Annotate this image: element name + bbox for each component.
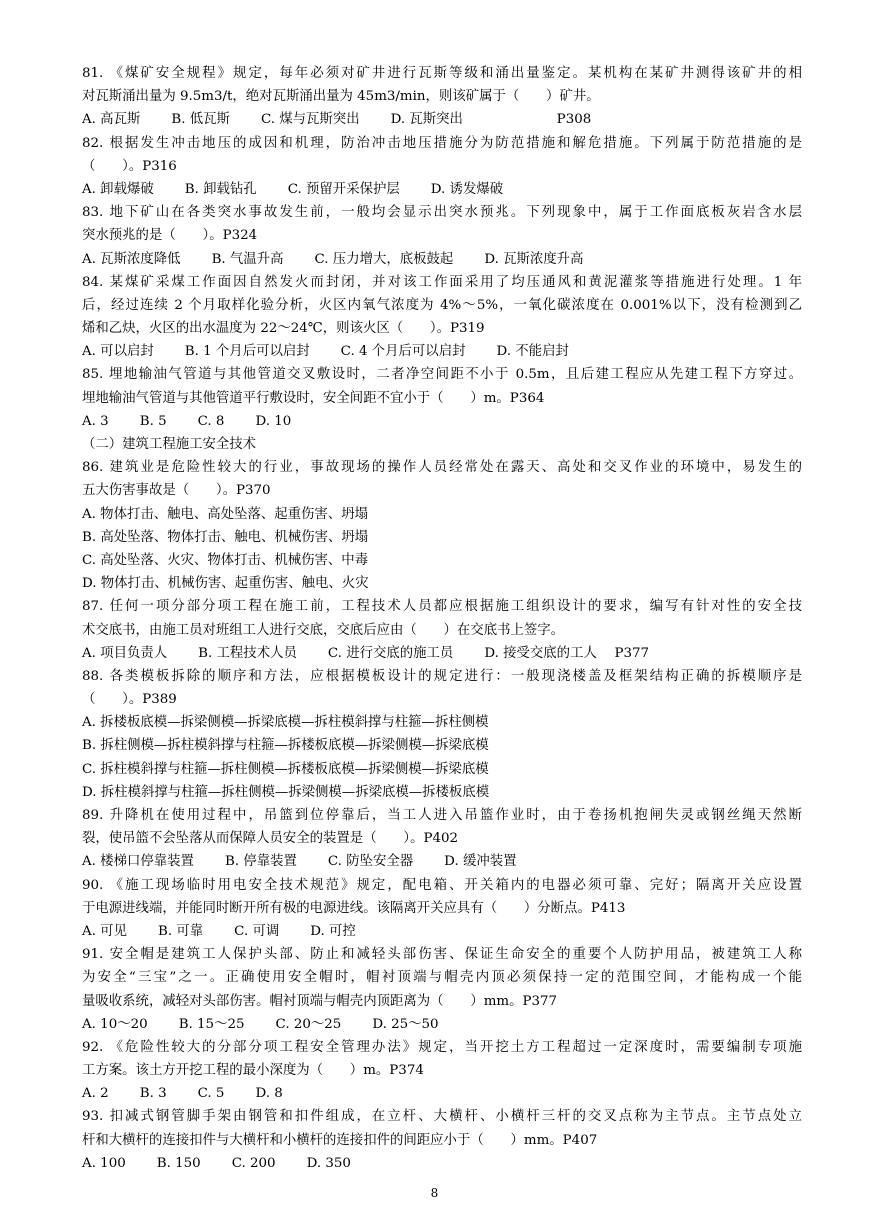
text-line: （二）建筑工程施工安全技术 — [82, 437, 257, 452]
text-line: 89. 升降机在使用过程中，吊篮到位停靠后，当工人进入吊篮作业时，由于卷扬机抱闸失灵或钢丝绳天然断 — [82, 808, 802, 823]
text-line: 为安全“三宝”之一。正确使用安全帽时，帽衬顶端与帽壳内顶必须保持一定的范围空间，才能构成一个能 — [82, 970, 802, 986]
text-line: A. 楼梯口停靠装置 B. 停靠装置 C. 防坠安全器 D. 缓冲装置 — [82, 854, 517, 870]
text-line: A. 10～20 B. 15～25 C. 20～25 D. 25～50 — [82, 1016, 439, 1032]
text-line: A. 卸载爆破 B. 卸载钻孔 C. 预留开采保护层 D. 诱发爆破 — [82, 181, 504, 197]
text-line: （ ）。P316 — [82, 158, 177, 174]
text-line: A. 可以启封 B. 1 个月后可以启封 C. 4 个月后可以启封 D. 不能启封 — [82, 344, 569, 360]
page-number: 8 — [430, 1186, 439, 1200]
text-line: A. 2 B. 3 C. 5 D. 8 — [82, 1086, 283, 1102]
text-line: 对瓦斯涌出量为 9.5m3/t，绝对瓦斯涌出量为 45m3/min，则该矿属于（ ）矿井。 — [82, 89, 600, 105]
text-line: （ ）。P389 — [82, 692, 177, 708]
text-line: 90. 《施工现场临时用电安全技术规范》规定，配电箱、开关箱内的电器必须可靠、完好；隔离开关应设置 — [82, 877, 802, 893]
text-line: 84. 某煤矿采煤工作面因自然发火而封闭，并对该工作面采用了均压通风和黄泥灌浆等措施进行处理。1 年 — [82, 274, 802, 290]
text-line: 五大伤害事故是（ ）。P370 — [82, 483, 271, 499]
text-line: A. 项目负责人 B. 工程技术人员 C. 进行交底的施工员 D. 接受交底的工人 P377 — [82, 645, 650, 661]
text-line: 82. 根据发生冲击地压的成因和机理，防治冲击地压措施分为防范措施和解危措施。下列属于防范措施的是 — [82, 135, 802, 151]
question-list — [82, 62, 802, 1175]
text-line: 后，经过连续 2 个月取样化验分析，火区内氧气浓度为 4%～5%，一氧化碳浓度在 0.001%以下，没有检测到乙 — [82, 297, 802, 313]
text-line: 93. 扣减式钢管脚手架由钢管和扣件组成，在立杆、大横杆、小横杆三杆的交叉点称为主节点。主节点处立 — [82, 1109, 802, 1125]
text-line: A. 瓦斯浓度降低 B. 气温升高 C. 压力增大，底板鼓起 D. 瓦斯浓度升高 — [82, 251, 584, 267]
text-line: 术交底书，由施工员对班组工人进行交底，交底后应由（ ）在交底书上签字。 — [82, 622, 565, 638]
text-line: 85. 埋地输油气管道与其他管道交叉敷设时，二者净空间距不小于 0.5m，且后建工程应从先建工程下方穿过。 — [82, 367, 802, 383]
text-line: C. 拆柱模斜撑与柱箍—拆柱侧模—拆楼板底模—拆梁侧模—拆梁底模 — [82, 761, 489, 777]
text-line: 86. 建筑业是危险性较大的行业，事故现场的操作人员经常处在露天、高处和交叉作业的环境中，易发生的 — [82, 460, 802, 476]
text-line: A. 物体打击、触电、高处坠落、起重伤害、坍塌 — [82, 506, 368, 522]
text-line: 88. 各类模板拆除的顺序和方法，应根据模板设计的规定进行：一般现浇楼盖及框架结构正确的拆模顺序是 — [82, 668, 802, 684]
text-line: 埋地输油气管道与其他管道平行敷设时，安全间距不宜小于（ ）m。P364 — [82, 390, 545, 406]
text-line: A. 100 B. 150 C. 200 D. 350 — [82, 1155, 351, 1171]
text-line: 83. 地下矿山在各类突水事故发生前，一般均会显示出突水预兆。下列现象中，属于工作面底板灰岩含水层 — [82, 205, 802, 221]
text-line: D. 物体打击、机械伤害、起重伤害、触电、火灾 — [82, 576, 369, 592]
text-line: D. 拆柱模斜撑与柱箍—拆柱侧模—拆梁侧模—拆梁底模—拆楼板底模 — [82, 784, 490, 800]
text-line: C. 高处坠落、火灾、物体打击、机械伤害、中毒 — [82, 552, 369, 568]
text-line: 91. 安全帽是建筑工人保护头部、防止和减轻头部伤害、保证生命安全的重要个人防护用品，被建筑工人称 — [82, 947, 802, 963]
text-line: A. 3 B. 5 C. 8 D. 10 — [82, 413, 292, 429]
text-line: 突水预兆的是（ ）。P324 — [82, 228, 258, 244]
text-line: 于电源进线端，并能同时断开所有极的电源进线。该隔离开关应具有（ ）分断点。P413 — [82, 900, 626, 916]
text-line: 81. 《煤矿安全规程》规定，每年必须对矿井进行瓦斯等级和涌出量鉴定。某机构在某矿井测得该矿井的相 — [82, 66, 802, 81]
text-line: B. 高处坠落、物体打击、触电、机械伤害、坍塌 — [82, 529, 369, 545]
text-line: B. 拆柱侧模—拆柱模斜撑与柱箍—拆楼板底模—拆梁侧模—拆梁底模 — [82, 738, 489, 754]
text-line: 工方案。该土方开挖工程的最小深度为（ ）m。P374 — [82, 1063, 424, 1079]
text-line: A. 高瓦斯 B. 低瓦斯 C. 煤与瓦斯突出 D. 瓦斯突出 P308 — [82, 112, 592, 128]
text-line: 量吸收系统，减轻对头部伤害。帽衬顶端与帽壳内顶距离为（ ）mm。P377 — [82, 993, 558, 1009]
text-line: 杆和大横杆的连接扣件与大横杆和小横杆的连接扣件的间距应小于（ ）mm。P407 — [82, 1132, 598, 1148]
text-line: 87. 任何一项分部分项工程在施工前，工程技术人员都应根据施工组织设计的要求，编写有针对性的安全技 — [82, 599, 802, 615]
text-line: 裂，使吊篮不会坠落从而保障人员安全的装置是（ ）。P402 — [82, 831, 459, 847]
text-line: A. 拆楼板底模—拆梁侧模—拆梁底模—拆柱模斜撑与柱箍—拆柱侧模 — [82, 715, 489, 731]
text-line: 烯和乙炔，火区的出水温度为 22～24℃，则该火区（ ）。P319 — [82, 321, 485, 337]
text-line: 92. 《危险性较大的分部分项工程安全管理办法》规定，当开挖土方工程超过一定深度时，需要编制专项施 — [82, 1039, 802, 1055]
text-line: A. 可见 B. 可靠 C. 可调 D. 可控 — [82, 923, 356, 939]
